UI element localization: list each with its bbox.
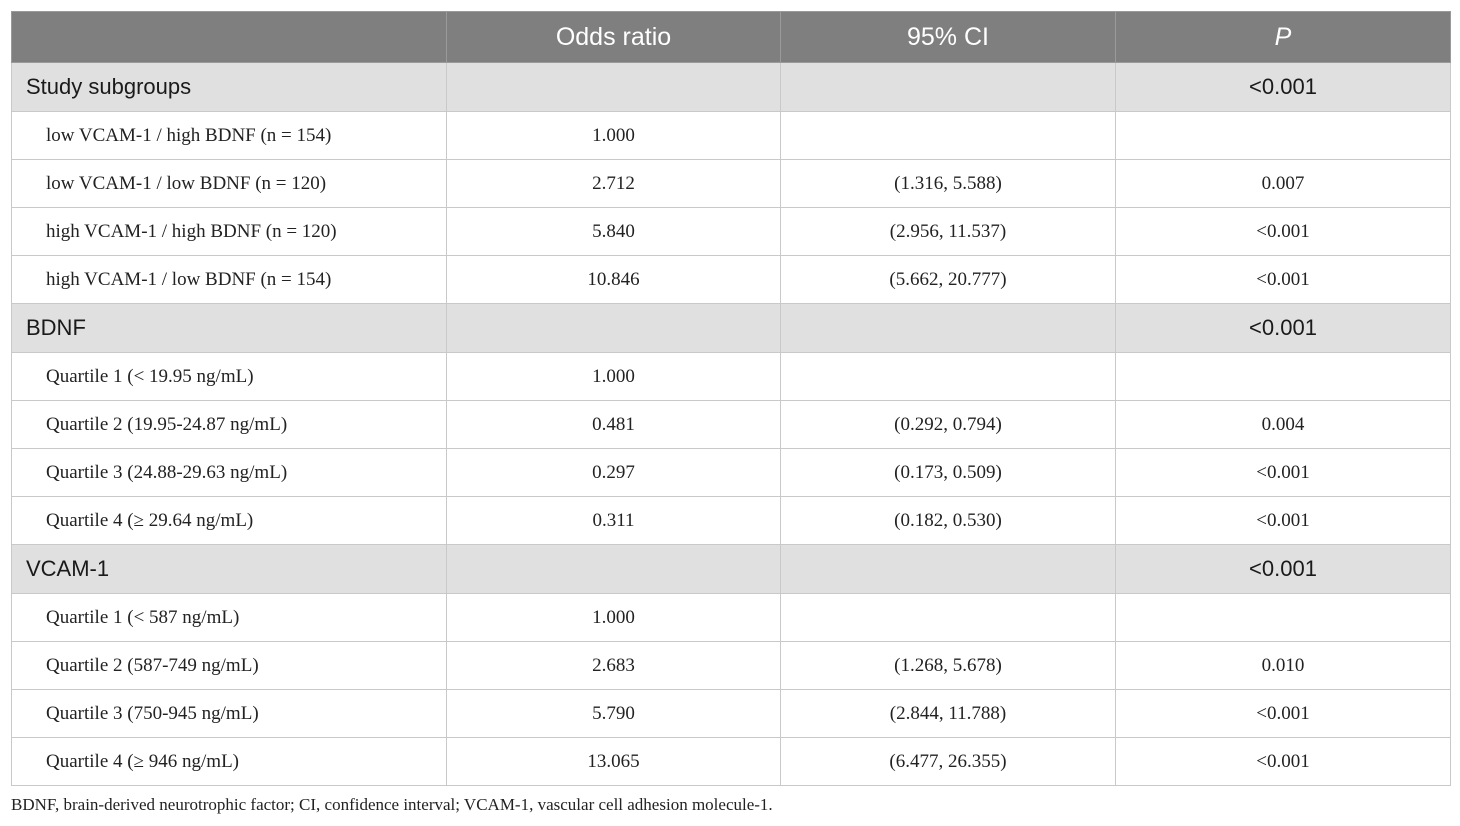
table-row: [12, 112, 1451, 160]
group-odds-ratio: [447, 545, 781, 594]
header-p: P: [1116, 12, 1451, 63]
header-label: [12, 12, 447, 63]
table-row: [12, 594, 1451, 642]
table-row: [12, 208, 1451, 256]
group-p: <0.001: [1116, 63, 1451, 112]
group-row-vcam1: [12, 545, 1451, 594]
row-ci: [781, 112, 1116, 160]
row-label: Quartile 1 (< 19.95 ng/mL): [12, 353, 447, 401]
table-row: [12, 401, 1451, 449]
row-label: Quartile 3 (24.88-29.63 ng/mL): [12, 449, 447, 497]
table-row: [12, 449, 1451, 497]
group-odds-ratio: [447, 63, 781, 112]
row-label: high VCAM-1 / high BDNF (n = 120): [12, 208, 447, 256]
header-ci: 95% CI: [781, 12, 1116, 63]
row-p: [1116, 353, 1451, 401]
row-odds-ratio: 2.683: [447, 642, 781, 690]
table-row: [12, 642, 1451, 690]
group-p: <0.001: [1116, 545, 1451, 594]
group-odds-ratio: [447, 304, 781, 353]
row-ci: (1.268, 5.678): [781, 642, 1116, 690]
row-label: low VCAM-1 / low BDNF (n = 120): [12, 160, 447, 208]
row-ci: [781, 594, 1116, 642]
row-ci: [781, 353, 1116, 401]
group-label: BDNF: [12, 304, 447, 353]
header-odds-ratio: Odds ratio: [447, 12, 781, 63]
group-label: Study subgroups: [12, 63, 447, 112]
table-row: [12, 256, 1451, 304]
row-label: Quartile 2 (587-749 ng/mL): [12, 642, 447, 690]
row-ci: (2.844, 11.788): [781, 690, 1116, 738]
row-ci: (0.173, 0.509): [781, 449, 1116, 497]
table-footnote: BDNF, brain-derived neurotrophic factor; CI, confidence interval; VCAM-1, vascular cell adhesion molecule-1.: [11, 795, 773, 814]
table-row: [12, 497, 1451, 545]
group-ci: [781, 545, 1116, 594]
row-p: [1116, 112, 1451, 160]
row-p: <0.001: [1116, 449, 1451, 497]
results-table-container: [11, 11, 1450, 786]
row-p: <0.001: [1116, 256, 1451, 304]
row-odds-ratio: 10.846: [447, 256, 781, 304]
row-label: Quartile 2 (19.95-24.87 ng/mL): [12, 401, 447, 449]
row-odds-ratio: 2.712: [447, 160, 781, 208]
row-odds-ratio: 0.481: [447, 401, 781, 449]
row-ci: (6.477, 26.355): [781, 738, 1116, 786]
row-p: <0.001: [1116, 497, 1451, 545]
group-ci: [781, 304, 1116, 353]
row-odds-ratio: 1.000: [447, 112, 781, 160]
row-odds-ratio: 1.000: [447, 353, 781, 401]
row-label: Quartile 4 (≥ 946 ng/mL): [12, 738, 447, 786]
row-label: high VCAM-1 / low BDNF (n = 154): [12, 256, 447, 304]
row-p: 0.007: [1116, 160, 1451, 208]
row-p: <0.001: [1116, 738, 1451, 786]
row-p: <0.001: [1116, 690, 1451, 738]
group-row-bdnf: [12, 304, 1451, 353]
table-row: [12, 738, 1451, 786]
row-label: low VCAM-1 / high BDNF (n = 154): [12, 112, 447, 160]
row-odds-ratio: 1.000: [447, 594, 781, 642]
row-p: [1116, 594, 1451, 642]
row-odds-ratio: 0.297: [447, 449, 781, 497]
row-odds-ratio: 5.790: [447, 690, 781, 738]
row-ci: (1.316, 5.588): [781, 160, 1116, 208]
row-ci: (2.956, 11.537): [781, 208, 1116, 256]
row-odds-ratio: 0.311: [447, 497, 781, 545]
row-p: 0.004: [1116, 401, 1451, 449]
group-label: VCAM-1: [12, 545, 447, 594]
table-row: [12, 690, 1451, 738]
group-p: <0.001: [1116, 304, 1451, 353]
row-label: Quartile 3 (750-945 ng/mL): [12, 690, 447, 738]
group-row-study-subgroups: [12, 63, 1451, 112]
row-ci: (0.292, 0.794): [781, 401, 1116, 449]
row-odds-ratio: 13.065: [447, 738, 781, 786]
table-row: [12, 160, 1451, 208]
row-label: Quartile 4 (≥ 29.64 ng/mL): [12, 497, 447, 545]
row-label: Quartile 1 (< 587 ng/mL): [12, 594, 447, 642]
row-odds-ratio: 5.840: [447, 208, 781, 256]
table-row: [12, 353, 1451, 401]
row-p: <0.001: [1116, 208, 1451, 256]
row-ci: (5.662, 20.777): [781, 256, 1116, 304]
odds-ratio-table: [11, 11, 1451, 786]
row-p: 0.010: [1116, 642, 1451, 690]
table-header-row: [12, 12, 1451, 63]
group-ci: [781, 63, 1116, 112]
row-ci: (0.182, 0.530): [781, 497, 1116, 545]
